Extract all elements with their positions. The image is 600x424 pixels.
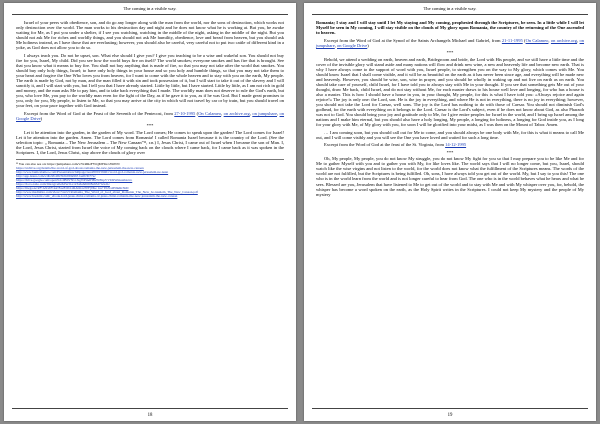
left-excerpt-date-link[interactable]: 27-10-1995 bbox=[174, 110, 196, 116]
right-page-body bbox=[316, 20, 584, 403]
right-link-archive[interactable]: on archive.org bbox=[550, 37, 578, 43]
footnote-link[interactable]: https://docs.zoho.com/file/sgve0e6d5e31a123a6a6d6f08a63d7f2ad1c bbox=[16, 182, 110, 187]
right-excerpt-citation-2 bbox=[316, 142, 584, 147]
right-paragraph-1 bbox=[316, 20, 584, 35]
left-page-number: 18 bbox=[147, 413, 153, 418]
footnote-link[interactable]: https://drive.google.com/open?id=0B0VNv1XgWPmdHBZNEhpVVURWnkuzhzzvo bbox=[16, 178, 133, 183]
right-header-rule bbox=[312, 14, 588, 15]
left-page bbox=[4, 3, 296, 421]
right-excerpt-2-text: Excerpt from the Word of God at the feast of the St. Virginia, from bbox=[324, 142, 444, 148]
left-footer-rule bbox=[12, 408, 288, 409]
right-footer-rule bbox=[312, 408, 588, 409]
right-excerpt-1-date-link[interactable]: 21-11-1995 bbox=[501, 37, 523, 43]
right-link-jumpshare[interactable]: on jumpshare bbox=[316, 37, 585, 48]
left-page-header: The coming in a visible way. bbox=[123, 6, 177, 11]
right-paragraph-1-text: Romania; I stay and I will stay until I let My staying and My coming, prophesied through the Scriptures, be seen. In a little while I will let Myself be seen in My coming, I will stay visible on the clouds of My glory upon Romania, the country of the returning of the One ascended to heaven. bbox=[316, 20, 584, 36]
right-excerpt-2-date-link[interactable]: 14-12-1995 bbox=[445, 142, 467, 148]
left-paragraph-4: Let it be attention into the garden, in the garden of My word. The Lord comes; He comes to speak upon the garden! The Lord comes for Israel! Let it be attention into the garden. Amen. The Lord comes from Romania! I called Romania Israel because it is the country of the Lord. (See the selection topic: „ Romania – The New Jerusalem – The New Canaan”¹¹, r.n.) I, Jesus Christ, I came out of Israel when I became the son of Man. I, the Lord, Jesus Christ, started from Israel the voice of My coming back on the clouds where I came back, for I came back as it was spoken in the Scriptures. I, the Lord, Jesus Christ, stay above the clouds of glory over bbox=[16, 129, 284, 155]
right-paragraph-4: Oh, My people, My people, you do not know My struggle, you do not know My fight for you so that I may prepare you to be like Me and for Me to gather Myself with you and to gather you with My, for like loves like. The world says that I will no longer come, but you, Israel, should watch like the wise virgins and not listen to the world, for the world does not know what the fulfillment of the Scriptures means. The words of the world are not fulfilled, but the Scriptures is being fulfilled. Oh, sons, I have always told you get out of the world. My, but I say to you this! The one who is in the world learn from the world and is not longer careful to hear from God. The one who is in the world behaves what he hears and what he sees. Blessed are you, Jerusalem that have listened to Me to get out of the world and to stay with Me and with My whisper over you, for, behold, the whisper has become a word spoken on the earth, as the Holy Spirit writes in the Scriptures. I could not keep My mystery and the people of My mystery bbox=[316, 156, 584, 197]
right-page bbox=[304, 3, 596, 421]
right-excerpt-citation-1: Excerpt from the Word of God at the Synod of the Saints Archangels Michael and Gabriel, from 21-11-1995 (On Calameo, on archive.org, on jumpshare, on Google Drive) bbox=[316, 37, 585, 48]
left-excerpt-text: Excerpt from the Word of God at the Feast of the Seventh of the Pentecost, from bbox=[24, 110, 173, 116]
right-separator-2: *** bbox=[446, 149, 454, 155]
right-separator-1: *** bbox=[446, 50, 454, 56]
left-link-google-drive[interactable]: on Google Drive bbox=[16, 110, 285, 121]
left-paragraph-1: Israel of your peers with obedience, son, and do go any longer along with the man from the world, nor the sons of destruction, which works not only destruction over the world. The man works to his destruction day and night and he does not know what he is working at. But you, be awake waiting for Me, as I put you under a shelter, if I see you watching, watching in the middle of the night, asking in the middle of the night. But you should not ask Me for riches and worldly things, and you should not ask Me humility, obedience, love and bread from heaven, but you should ask Me holiness instead, as I have those that are everlasting; however, you should also be careful, very careful not to put two cattle of different kind in a yoke, as God does not allow you to do so. bbox=[16, 20, 284, 51]
left-excerpt-citation: Excerpt from the Word of God at the Feast of the Seventh of the Pentecost, from 27-10-1995 (On Calameo, on archive.org, on jumpshare, on Google Drive) bbox=[16, 110, 285, 121]
right-link-calameo[interactable]: On Calameo bbox=[525, 37, 549, 43]
right-page-number: 19 bbox=[447, 413, 453, 418]
right-paragraph-2: Behold, we attend a wedding on earth, heaven and earth, Bridegroom and bride, the Lord with His people, and we still have a little time and the cover of the invisible glory will stand aside and many nations will flow and drink new wine, a new and heavenly life and become new earth. That is why I have always come to the support of word with you, Israel people, to strengthen you on the way to My glory, which comes with Me. You should know Israel that I shall come visible, and it will be as beautiful on the earth as it has never been since age, and everything will be made new and heavenly. However, you should be wise, son, wise in prayer, and you should be wholly in waking up and not live on earth as on earth. You should take care of yourself, child Israel, for I have told you to always stay with Me in your thought. If you see that something gets Me out of your thought, draw Me back, child Israel, and do not stay without Me, for each master draws to his house well love and longing, for who has a house is also a master. This is how I should have a house in you, in your thought, My people, for this is what I have told you: «Always rejoice and again rejoice!» The joy is only one: the Lord, son. He is the joy in everything, and where He is not in everything, there is no joy in everything; however, you should not take the Lord for Caesar, well sons. The joy is the Lord has nothing to do with those of Caesar. You should not diminish God's godhead, for the earth with everything on it belongs to the Lord. Caesar is the Lord's subject, even if he does not know about God, as also Pharaoh was not to God. You should bring your joy and gratitude only to Me, for I give entire peoples for Israel in the world, and I bring up Israel among the nations and I make him eternal, but you should also have a holy longing, My people, a longing for holiness, a longing for God inside you, as I long for your glory with Me, of My glory with you, for soon I will be glorified into your midst, as I was then on the Mount of Tabor. Amen. bbox=[316, 56, 584, 128]
right-excerpt-1-text: Excerpt from the Word of God at the Synod of the Saints Archangels Michael and Gabriel, from bbox=[324, 37, 501, 43]
left-footnotes bbox=[16, 159, 284, 198]
right-page-header: The coming in a visible way. bbox=[423, 6, 477, 11]
right-paragraph-3: … I am coming soon, but you should call out for Me to come, and you should always be one body with Me, for this is what it means to call Me out, and I will come visibly and you will see the One you have loved and waited for such a long time. bbox=[316, 129, 584, 140]
footnote-link[interactable]: https://archive.org/details/the-word-of-god-about-romania-the-new-jerusalem-the-new-canaan bbox=[16, 165, 144, 170]
left-paragraph-2: I always teach you. Do not be upset, son. What else should I give you? I give you teaching to be a wise and wakeful son. You should not buy fire for you, Israel, My child. Did you see how the world buys fire on itself? The world smokes; everyone smokes and has fire that is brought. See that you know what it means to buy fire. You shall not buy anything that is made of fire, so that you may not take after the world that smokes. You should buy only holy things, Israel; to have only holy things in your house and so you holy and humble things, so that you may not take them to your heart and forgive the One Who loves you from heaven, for I want to come with the whole heaven and to stay with you on the earth, My people. The earth is made by God, not by man, and the man filled it with sin and took possession of it, but I will start to take it out of the slavery and I will sanctify it, and I will start with you, but I tell you that I have already started. Little by little, but I have started. Little by little, as I am not rich in gold and money, and the man asks Me to pay him, and to take back everything that I made. The worldly man does not deserve to rule the God's earth, but you, who love Me, you pay to the worldly man even for the light of the Day, as if he gave it to you, as if he was God. But I made great promises to you, only for you, My people, to listen to Me, so that you may arrive at the city in which will not travel by car or by train, but you should travel on your feet, on your pace together with God instead. bbox=[16, 52, 284, 109]
footnote-link[interactable]: http://www.mediafire.com/view/?oxrx3 Romania_The_Word_of_God_about_Romania_The_New_Je-rusalem_The_New_Canaan.pdf bbox=[16, 190, 198, 195]
footnote-line: ¹¹ You can also see on: https://jumpshare.com/v/W4IRzFYtQMYKrcZ9iWN bbox=[16, 161, 120, 166]
left-link-archive[interactable]: on archive.org bbox=[223, 110, 250, 116]
footnote-link[interactable]: http://www.bumcalameo.com/Presentation/fullpage/read/000159461/word-god-romania-new-jerusalem-ne-naan bbox=[16, 170, 169, 175]
left-page-body bbox=[16, 20, 284, 403]
footnote-link[interactable]: http://www.bookrix.com/_ebook-lord-jesus-christ-romania-of-jesus-christ-romania-the-new-jerusalem-the-new-canaan bbox=[16, 194, 178, 199]
left-link-jumpshare[interactable]: on jumpshare bbox=[252, 110, 277, 116]
left-separator: *** bbox=[146, 123, 154, 129]
footnote-link[interactable]: http://app.issuu.com/s/db22b4f6/5b9c09fa9b5 laafb3b77ec bbox=[16, 174, 96, 179]
right-link-google-drive[interactable]: on Google Drive bbox=[337, 42, 368, 48]
left-link-calameo[interactable]: On Calameo bbox=[198, 110, 222, 116]
left-header-rule bbox=[12, 14, 288, 15]
footnote-link[interactable]: https://mega.nz/#F!AXx6Y4A!EaeEOb1zRAbKr2J0Yj0Ke 1u2 T0ZG9NbkRr3hD bbox=[16, 186, 129, 191]
